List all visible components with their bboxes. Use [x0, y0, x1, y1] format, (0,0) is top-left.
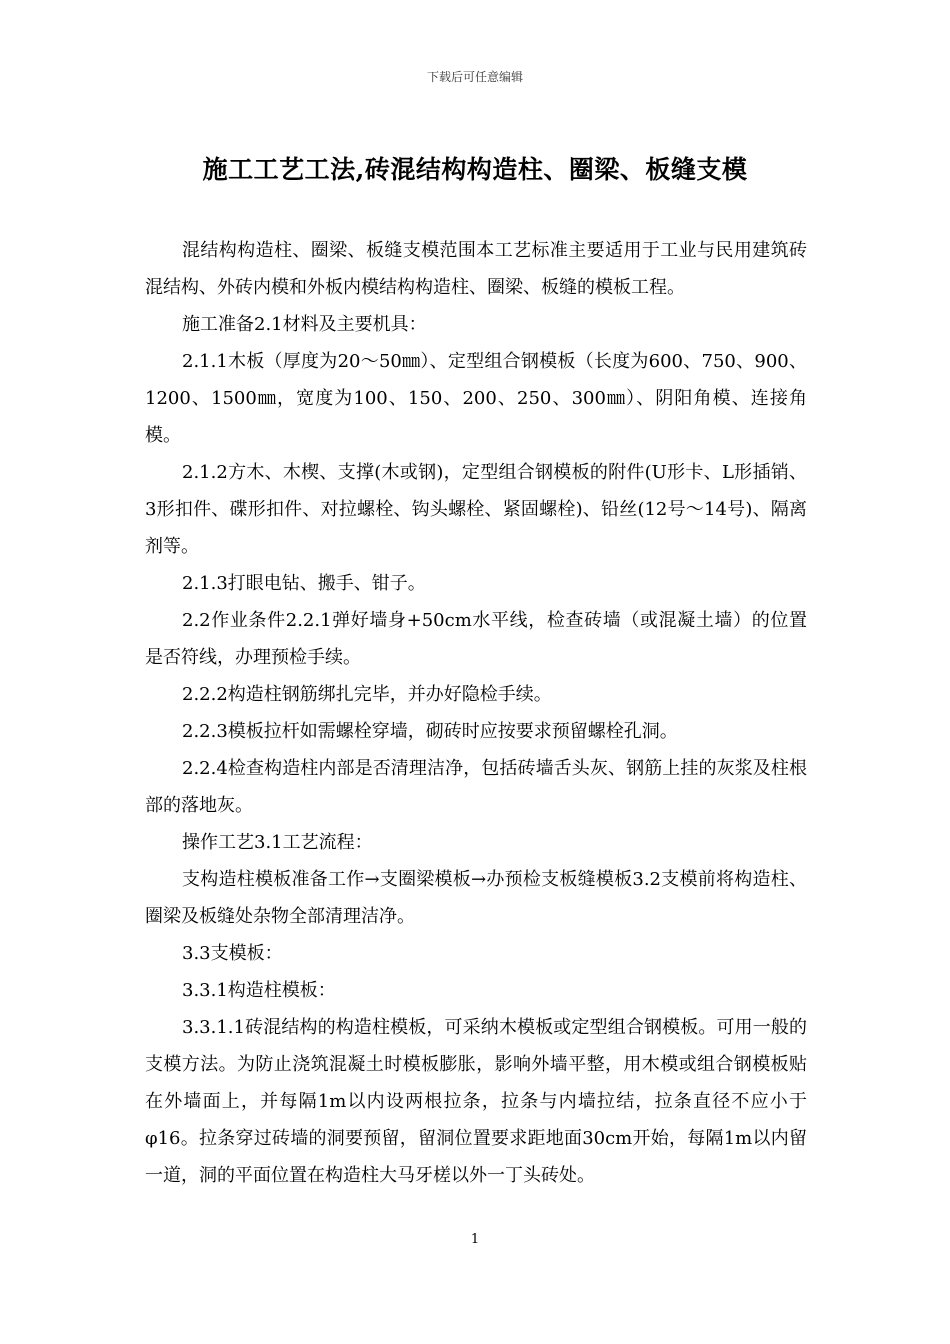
paragraph-process-heading: 操作工艺3.1工艺流程： — [182, 832, 373, 853]
paragraph-3-3-1-1: 3.3.1.1砖混结构的构造柱模板，可采纳木模板或定型组合钢模板。可用一般的支模方法。为防止浇筑混凝土时模板膨胀，影响外墙平整，用木模或组合钢模板贴在外墙面上，并每隔1m以内设两根拉条，拉条与内墙拉结，拉条直径不应小于φ16。拉条穿过砖墙的洞要预留，留洞位置要求距地面30cm开始，每隔1m以内留一道，洞的平面位置在构造柱大马牙槎以外一丁头砖处。 — [145, 1017, 807, 1186]
paragraph-2-1-1: 2.1.1木板（厚度为20～50㎜）、定型组合钢模板（长度为600、750、900、1200、1500㎜，宽度为100、150、200、250、300㎜）、阴阳角模、连接角模。 — [145, 351, 807, 446]
header-note: 下载后可任意编辑 — [426, 70, 523, 84]
document-title: 施工工艺工法,砖混结构构造柱、圈梁、板缝支模 — [202, 155, 748, 184]
document-body — [145, 232, 807, 1194]
paragraph-process-flow: 支构造柱模板准备工作→支圈梁模板→办预检支板缝模板3.2支模前将构造柱、圈梁及板缝处杂物全部清理洁净。 — [145, 869, 807, 927]
paragraph-2-2-2: 2.2.2构造柱钢筋绑扎完毕，并办好隐检手续。 — [182, 684, 552, 705]
paragraph-2-2-3: 2.2.3模板拉杆如需螺栓穿墙，砌砖时应按要求预留螺栓孔洞。 — [182, 721, 678, 742]
paragraph-2-1-3: 2.1.3打眼电钻、搬手、钳子。 — [182, 573, 426, 594]
paragraph-3-3-1-heading: 3.3.1构造柱模板： — [182, 980, 336, 1001]
paragraph-2-2-4: 2.2.4检查构造柱内部是否清理洁净，包括砖墙舌头灰、钢筋上挂的灰浆及柱根部的落地灰。 — [145, 758, 807, 816]
paragraph-2-1-2: 2.1.2方木、木楔、支撑(木或钢)，定型组合钢模板的附件(U形卡、L形插销、3形扣件、碟形扣件、对拉螺栓、钩头螺栓、紧固螺栓)、铅丝(12号～14号)、隔离剂等。 — [145, 462, 807, 557]
paragraph-preparation-heading: 施工准备2.1材料及主要机具： — [182, 314, 427, 335]
paragraph-scope: 混结构构造柱、圈梁、板缝支模范围本工艺标准主要适用于工业与民用建筑砖混结构、外砖内模和外板内模结构构造柱、圈梁、板缝的模板工程。 — [145, 240, 807, 298]
paragraph-2-2-1: 2.2作业条件2.2.1弹好墙身+50cm水平线，检查砖墙（或混凝土墙）的位置是否符线，办理预检手续。 — [145, 610, 807, 668]
paragraph-3-3-heading: 3.3支模板： — [182, 943, 283, 964]
page-number: 1 — [470, 1232, 480, 1247]
